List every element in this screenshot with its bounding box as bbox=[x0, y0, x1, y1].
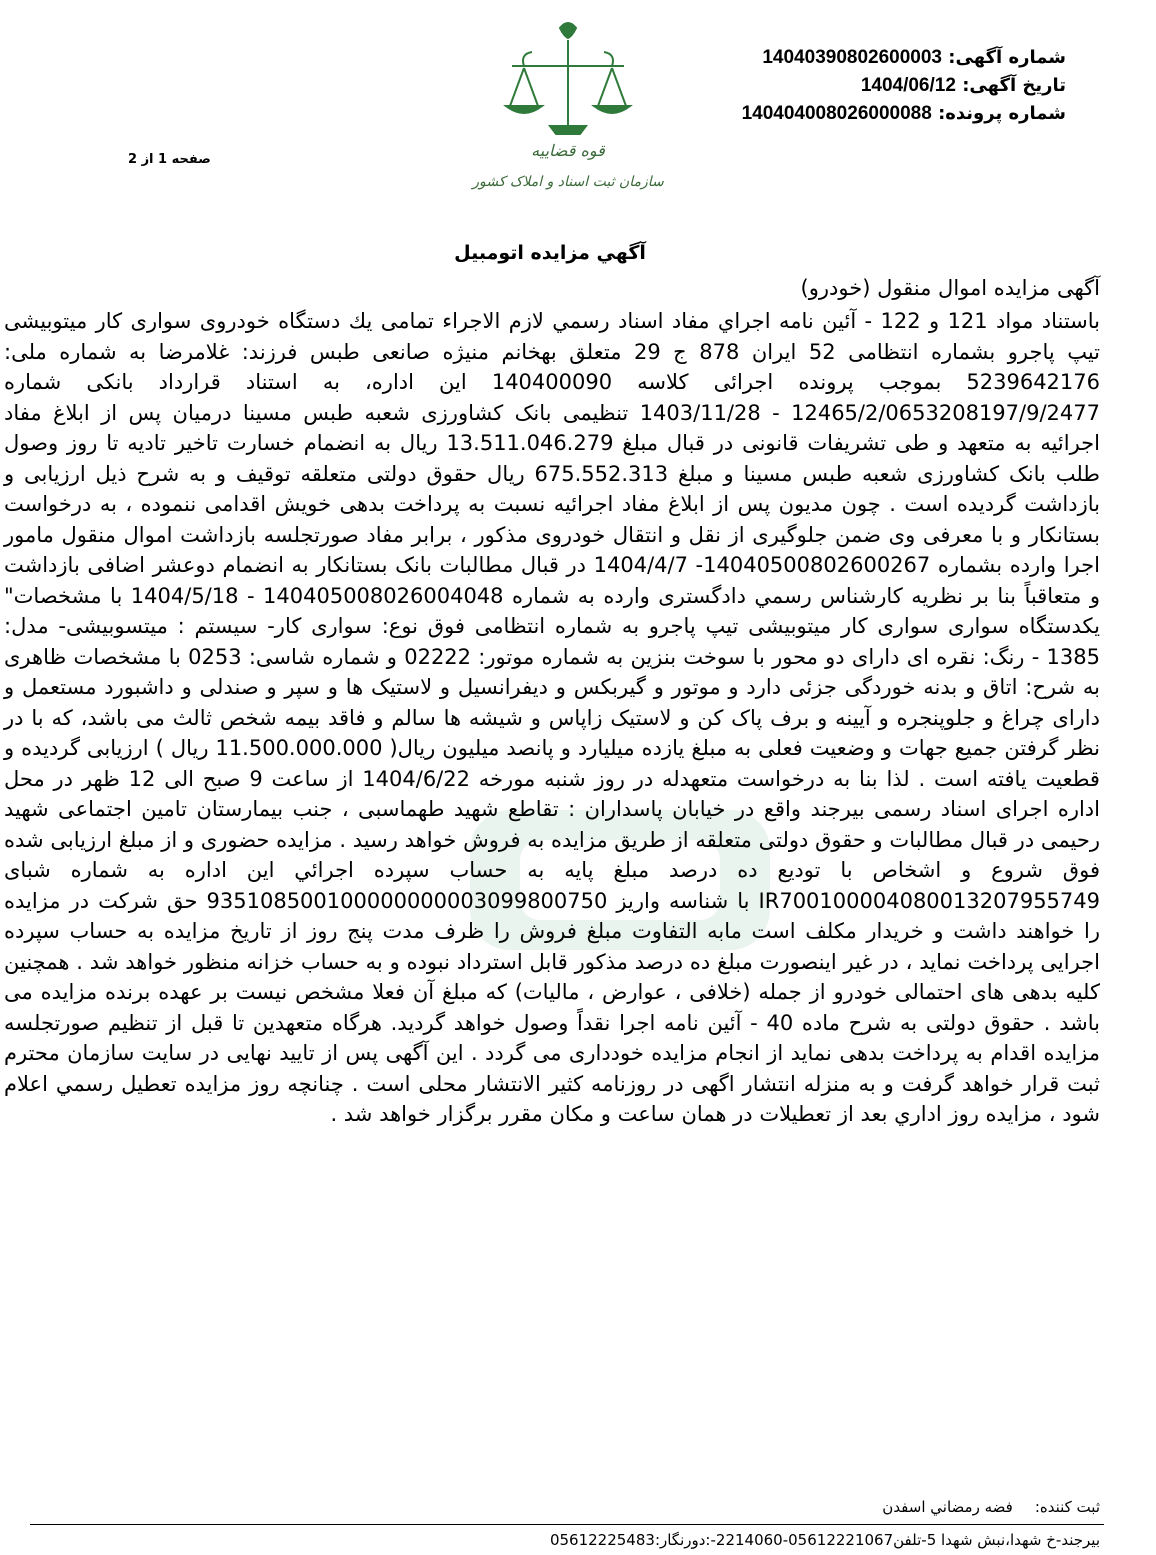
submitter bbox=[882, 1498, 1100, 1516]
notice-body: باستناد مواد 121 و 122 - آئین نامه اجراي مفاد اسناد رسمي لازم الاجراء تمامی يك دستگاه خودروی سواری کار میتوبیشی تیپ پاجرو بشماره انتظامی 52 ایران 878 ج 29 متعلق بهخانم منیژه صانعی طبس فرزند: غلامرضا به شماره ملی: 5239642176 بموجب پرونده اجرائی کلاسه 140400090 این اداره، به استناد قرارداد بانکی شماره 12465/2/0653208197/9/2477 - 1403/11/28 تنظیمی بانک کشاورزی شعبه طبس مسینا درمیان پس از ابلاغ مفاد اجرائیه به متعهد و طی تشریفات قانونی در قبال مبلغ 13.511.046.279 ریال به انضمام خسارت تاخیر تادیه تا روز وصول طلب بانک کشاورزی شعبه طبس مسینا و مبلغ 675.552.313 ریال حقوق دولتی متعلقه توقیف و به شرح ذیل ارزیابی و بازداشت گردیده است . چون مدیون پس از ابلاغ مفاد اجرائیه نسبت به پرداخت بدهی خویش اقدامی ننموده ، به درخواست بستانکار و با معرفی وی ضمن جلوگیری از نقل و انتقال خودروی مذکور ، برابر مفاد صورتجلسه بازداشت اموال منقول مامور اجرا وارده بشماره 14040500802600267- 1404/4/7 در قبال مطالبات بانک بستانکار به انضمام دوعشر اضافی بازداشت و متعاقباً بنا بر نظریه کارشناس رسمي دادگستری وارده به شماره 140405008026004048 - 1404/5/18 با مشخصات" يكدستگاه سواری سواری كار میتوبیشی تیپ پاجرو به شماره انتظامی فوق نوع: سواری کار- سیستم : میتسوبیشی- مدل: 1385 - رنگ: نقره ای دارای دو محور با سوخت بنزین به شماره موتور: 02222 و شماره شاسی: 0253 با مشخصات ظاهری به شرح: اتاق و بدنه خوردگی جزئی دارد و موتور و گیربکس و دیفرانسیل و لاستیک ها و سپر و صندلی و داشبورد مستعمل و دارای چراغ و جلوپنجره و آیینه و برف پاک کن و لاستیک زاپاس و شیشه ها سالم و فاقد بیمه شخص ثالث می باشد، که با در نظر گرفتن جمیع جهات و وضعیت فعلی به مبلغ یازده میلیارد و پانصد میلیون ریال( 11.500.000.000 ریال ) ارزیابی گردیده و قطعیت یافته است . لذا بنا به درخواست متعهدله در روز شنبه مورخه 1404/6/22 از ساعت 9 صبح الی 12 ظهر در محل اداره اجرای اسناد رسمی بیرجند واقع در خیابان پاسداران : تقاطع شهید طهماسبی ، جنب بیمارستان تامین اجتماعی شهید رحیمی در قبال مطالبات و حقوق دولتی متعلقه از طریق مزایده به فروش خواهد رسید . مزایده حضوری و از مبلغ ارزیابی شده فوق شروع و اشخاص با تودیع ده درصد مبلغ پایه به حساب سپرده اجرائي این اداره به شماره شبای IR700100004080013207955749 با شناسه واریز 935108500100000000003099800750 حق شرکت در مزایده را خواهند داشت و خریدار مکلف است مابه التفاوت مبلغ فروش را ظرف مدت پنج روز از تاریخ مزایده به حساب سپرده اجرایی پرداخت نماید ، در غیر اینصورت مبلغ ده درصد مذکور قابل استرداد نبوده و به حساب خزانه منظور خواهد شد . همچنین کلیه بدهی های احتمالی خودرو از جمله (خلافی ، عوارض ، مالیات) که مبلغ آن فعلا مشخص نیست بر عهده برنده مزایده می باشد . حقوق دولتی به شرح ماده 40 - آئین نامه اجرا نقداً وصول خواهد گردید. هرگاه متعهدین تا قبل از تنظیم صورتجلسه مزایده اقدام به پرداخت بدهی نماید از انجام مزایده خودداری می گردد . این آگهی پس از تایید نهایی در سایت سازمان محترم ثبت قرار خواهد گرفت و به منزله انتشار اگهی در روزنامه کثیر الانتشار محلی است . چنانچه روز مزایده تعطیل رسمي اعلام شود ، مزایده روز اداري بعد از تعطیلات در همان ساعت و مکان مقرر برگزار خواهد شد . bbox=[4, 309, 1101, 1126]
page-number: صفحه 1 از 2 bbox=[128, 152, 211, 167]
footer-address: بیرجند-خ شهدا،نبش شهدا 5-تلفن05612221067-2214060-:دورنگار:05612225483 bbox=[549, 1531, 1100, 1549]
case-number-label: شماره پرونده: bbox=[938, 103, 1066, 124]
notice-subtitle: آگهی مزایده اموال منقول (خودرو) bbox=[800, 276, 1100, 300]
submitter-name: فضه رمضاني اسفدن bbox=[882, 1498, 1013, 1516]
case-number: 140404008026000088 bbox=[741, 103, 932, 124]
submitter-label: ثبت کننده: bbox=[1034, 1498, 1100, 1516]
notice-number: 14040390802600003 bbox=[762, 47, 942, 68]
footer-divider bbox=[30, 1524, 1104, 1525]
notice-date: 1404/06/12 bbox=[860, 75, 956, 96]
svg-text:قوه قضاییه: قوه قضاییه bbox=[531, 141, 605, 160]
notice-date-label: تاریخ آگهی: bbox=[962, 75, 1066, 96]
notice-number-label: شماره آگهی: bbox=[948, 47, 1066, 68]
svg-text:سازمان ثبت اسناد و املاک کشور: سازمان ثبت اسناد و املاک کشور bbox=[472, 174, 664, 190]
case-number-row bbox=[646, 100, 1066, 128]
judiciary-emblem-icon bbox=[468, 10, 668, 200]
notice-meta bbox=[646, 44, 1066, 128]
page-title: آگهي مزايده اتومبيل bbox=[454, 242, 646, 264]
notice-date-row bbox=[646, 72, 1066, 100]
notice-number-row bbox=[646, 44, 1066, 72]
